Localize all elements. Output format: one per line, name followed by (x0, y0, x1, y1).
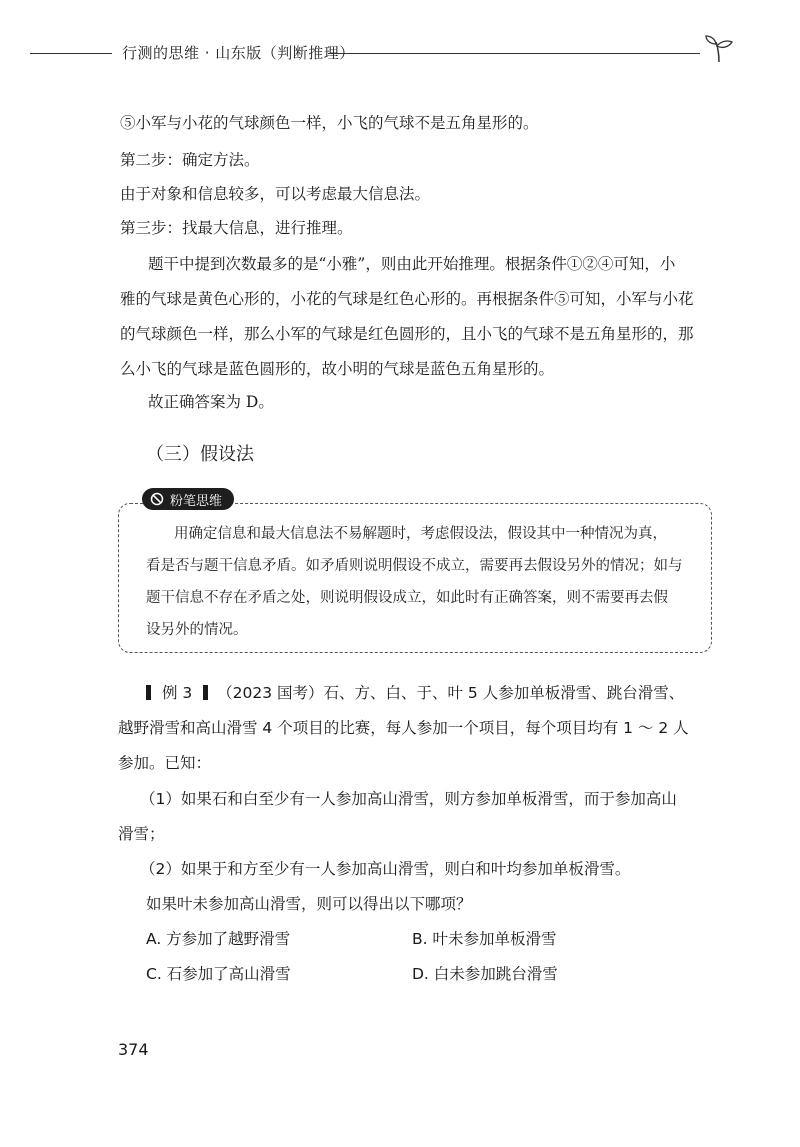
example-bar-right (203, 685, 208, 700)
example-first-line (146, 681, 684, 703)
example-stem-line: 越野滑雪和高山滑雪 4 个项目的比赛，每人参加一个项目，每个项目均有 1 ～ 2 人 (118, 719, 689, 737)
tip-line: 题干信息不存在矛盾之处，则说明假设成立，如此时有正确答案，则不需要再去假 (146, 590, 668, 606)
reasoning-line: 的气球颜色一样，那么小军的气球是红色圆形的，且小飞的气球不是五角星形的，那 (120, 325, 694, 343)
condition-2: （2）如果于和方至少有一人参加高山滑雪，则白和叶均参加单板滑雪。 (140, 860, 631, 878)
option-c[interactable]: C. 石参加了高山滑雪 (146, 965, 291, 983)
section-title: （三）假设法 (146, 444, 254, 465)
example-source: （2023 国考） (217, 684, 324, 702)
reasoning-line: 么小飞的气球是蓝色圆形的，故小明的气球是蓝色五角星形的。 (120, 360, 555, 378)
example-label: 例 3 (161, 684, 193, 702)
running-header (30, 40, 730, 70)
tip-line: 看是否与题干信息矛盾。如矛盾则说明假设不成立，需要再去假设另外的情况；如与 (146, 558, 683, 574)
tip-badge (142, 488, 234, 510)
step3-label: 第三步：找最大信息，进行推理。 (120, 219, 353, 237)
condition-1-line: （1）如果石和白至少有一人参加高山滑雪，则方参加单板滑雪，而于参加高山 (140, 790, 677, 808)
option-a[interactable]: A. 方参加了越野滑雪 (146, 930, 291, 948)
header-rule-right (328, 53, 700, 54)
tip-badge-label: 粉笔思维 (170, 493, 223, 509)
header-title: 行测的思维 · 山东版（判断推理） (122, 44, 355, 62)
example-stem-line: 石、方、白、于、叶 5 人参加单板滑雪、跳台滑雪、 (323, 684, 685, 702)
condition-1-line: 滑雪； (118, 825, 165, 843)
answer-statement: 故正确答案为 D。 (148, 393, 274, 411)
tip-line: 用确定信息和最大信息法不易解题时，考虑假设法，假设其中一种情况为真， (174, 526, 667, 542)
reasoning-line: 题干中提到次数最多的是“小雅”，则由此开始推理。根据条件①②④可知，小 (148, 255, 676, 273)
no-sign-icon (150, 492, 164, 506)
example-stem-line: 参加。已知： (118, 754, 212, 772)
header-rule-left (30, 53, 112, 54)
reasoning-line: 雅的气球是黄色心形的，小花的气球是红色心形的。再根据条件⑤可知，小军与小花 (120, 290, 694, 308)
step2-text: 由于对象和信息较多，可以考虑最大信息法。 (120, 185, 431, 203)
step2-label: 第二步：确定方法。 (120, 151, 260, 169)
example-bar-left (146, 685, 151, 700)
page-number: 374 (118, 1040, 149, 1059)
tip-line: 设另外的情况。 (146, 622, 248, 638)
option-b[interactable]: B. 叶未参加单板滑雪 (412, 930, 557, 948)
question-text: 如果叶未参加高山滑雪，则可以得出以下哪项？ (146, 895, 472, 913)
option-d[interactable]: D. 白未参加跳台滑雪 (412, 965, 558, 983)
condition-5: ⑤小军与小花的气球颜色一样，小飞的气球不是五角星形的。 (120, 114, 539, 132)
sprout-icon (702, 32, 736, 66)
